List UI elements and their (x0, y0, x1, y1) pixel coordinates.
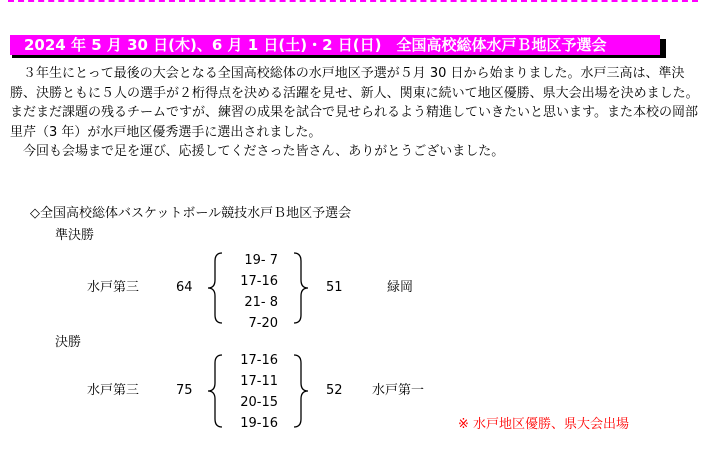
semifinal-team-b: 緑岡 (387, 280, 414, 295)
top-dashed-border (8, 0, 698, 8)
semifinal-period-1: 19- 7 (244, 253, 278, 268)
title-shadow-right (660, 39, 666, 58)
title-shadow (12, 55, 666, 58)
semifinal-periods (218, 250, 278, 334)
semifinal-period-3: 21- 8 (244, 295, 278, 310)
final-team-a: 水戸第三 (87, 383, 140, 398)
result-note: ※ 水戸地区優勝、県大会出場 (458, 417, 630, 432)
final-score-b: 52 (326, 383, 343, 398)
final-periods (218, 350, 278, 434)
semifinal-score-b: 51 (326, 280, 343, 295)
tournament-heading: ◇全国高校総体バスケットボール競技水戸Ｂ地区予選会 (30, 206, 352, 221)
final-period-2: 17-11 (240, 374, 278, 389)
page-title: 2024 年 5 月 30 日(木)、6 月 1 日(土)・2 日(日) 全国高校総体水戸Ｂ地区予選会 (24, 36, 607, 54)
final-right-brace (292, 355, 308, 427)
final-period-3: 20-15 (240, 395, 278, 410)
final-score-a: 75 (176, 383, 193, 398)
semifinal-score-a: 64 (176, 280, 193, 295)
intro-paragraph-1: ３年生にとって最後の大会となる全国高校総体の水戸地区予選が５月 30 日から始まりました。水戸三高は、準決勝、決勝ともに５人の選手が２桁得点を決める活躍を見せ、新人、関東に続いて地区優勝、県大会出場を決めました。まだまだ課題の残るチームですが、練習の成果を試合で見せられるよう精進していきたいと思います。また本校の岡部里芹（3 年）が水戸地区優秀選手に選出されました。 (10, 66, 699, 140)
intro-paragraph-2: 今回も会場まで足を運び、応援してくださった皆さん、ありがとうございました。 (23, 144, 505, 159)
intro-text (10, 64, 710, 162)
semifinal-right-brace (292, 253, 308, 323)
semifinal-label: 準決勝 (55, 228, 95, 243)
final-period-1: 17-16 (240, 353, 278, 368)
final-period-4: 19-16 (240, 416, 278, 431)
final-label: 決勝 (55, 335, 82, 350)
semifinal-period-4: 7-20 (248, 316, 278, 331)
final-team-b: 水戸第一 (372, 383, 425, 398)
semifinal-team-a: 水戸第三 (87, 280, 140, 295)
semifinal-period-2: 17-16 (240, 274, 278, 289)
